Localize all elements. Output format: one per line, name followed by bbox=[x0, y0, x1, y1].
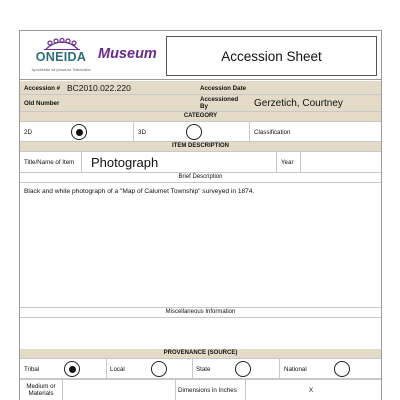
provenance-local-label: Local bbox=[110, 366, 125, 373]
radio-selected-dot bbox=[69, 366, 76, 373]
page-title: Accession Sheet bbox=[166, 36, 377, 76]
provenance-heading: PROVENANCE (SOURCE) bbox=[20, 349, 381, 359]
item-description-heading: ITEM DESCRIPTION bbox=[20, 142, 381, 152]
brief-description-label: Brief Description bbox=[20, 173, 381, 183]
category-3d-label: 3D bbox=[138, 129, 146, 136]
oneida-logo bbox=[24, 37, 98, 79]
year-label: Year bbox=[281, 159, 294, 166]
accession-row bbox=[20, 81, 381, 95]
accession-number-value[interactable]: BC2010.022.220 bbox=[67, 83, 131, 93]
provenance-row bbox=[20, 359, 381, 380]
misc-info-label: Miscellaneous Information bbox=[20, 308, 381, 318]
classification-label: Classification bbox=[254, 129, 291, 136]
item-title-value[interactable]: Photograph bbox=[91, 155, 159, 170]
logo-crown-icon bbox=[40, 37, 84, 51]
item-title-row bbox=[20, 152, 381, 173]
brief-description-field[interactable] bbox=[20, 183, 381, 308]
category-row bbox=[20, 122, 381, 142]
dimensions-label: Dimensions in Inches bbox=[178, 387, 237, 394]
category-2d-label: 2D bbox=[24, 129, 32, 136]
accession-date-label: Accession Date bbox=[200, 85, 247, 92]
old-number-row bbox=[20, 95, 381, 112]
provenance-state-label: State bbox=[196, 366, 211, 373]
accessioned-by-label: Accessioned By bbox=[200, 96, 239, 110]
medium-row bbox=[20, 380, 381, 400]
provenance-tribal-label: Tribal bbox=[24, 366, 40, 373]
sheet-header bbox=[20, 31, 381, 80]
category-2d-radio[interactable] bbox=[71, 124, 87, 140]
accession-number-label: Accession # bbox=[24, 85, 61, 92]
accession-sheet bbox=[19, 30, 382, 400]
medium-label: Medium or Materials bbox=[26, 383, 56, 397]
museum-label: Museum bbox=[98, 46, 157, 62]
provenance-national-radio[interactable] bbox=[334, 361, 350, 377]
provenance-local-radio[interactable] bbox=[151, 361, 167, 377]
category-heading: CATEGORY bbox=[20, 112, 381, 122]
accessioned-by-value[interactable]: Gerzetich, Courtney bbox=[254, 98, 343, 109]
category-3d-radio[interactable] bbox=[186, 124, 202, 140]
provenance-state-radio[interactable] bbox=[235, 361, 251, 377]
provenance-national-label: National bbox=[284, 366, 307, 373]
old-number-label: Old Number bbox=[24, 100, 60, 107]
radio-selected-dot bbox=[76, 129, 83, 136]
item-title-label: Title/Name of Item bbox=[24, 159, 75, 166]
logo-tagline: Ayunhéhslu ká·yukwa:ka Tsitemukha bbox=[31, 68, 91, 72]
dimensions-x-separator: X bbox=[309, 387, 314, 394]
provenance-tribal-radio[interactable] bbox=[64, 361, 80, 377]
logo-wordmark: ONEIDA bbox=[35, 50, 87, 64]
brief-description-text: Black and white photograph of a "Map of Calumet Township" surveyed in 1874. bbox=[24, 188, 255, 195]
